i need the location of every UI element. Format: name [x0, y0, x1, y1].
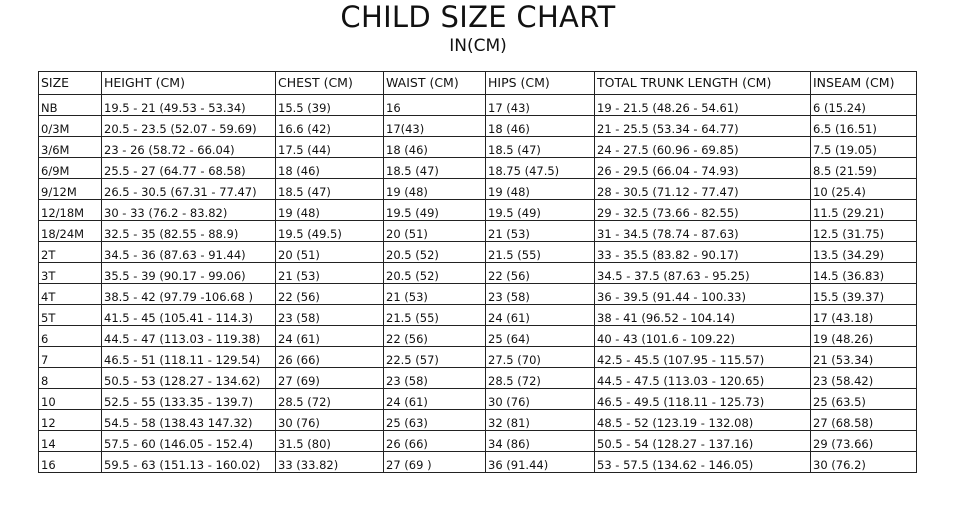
- cell-waist: 19 (48): [384, 179, 486, 200]
- cell-waist: 22.5 (57): [384, 347, 486, 368]
- cell-total-trunk-length: 19 - 21.5 (48.26 - 54.61): [595, 95, 811, 116]
- cell-inseam: 15.5 (39.37): [811, 284, 917, 305]
- cell-height: 34.5 - 36 (87.63 - 91.44): [102, 242, 276, 263]
- cell-hips: 27.5 (70): [486, 347, 595, 368]
- cell-waist: 16: [384, 95, 486, 116]
- cell-inseam: 30 (76.2): [811, 452, 917, 473]
- table-row: [39, 179, 917, 200]
- cell-size: 2T: [39, 242, 102, 263]
- header-total-trunk-length: TOTAL TRUNK LENGTH (CM): [595, 72, 811, 95]
- table-row: [39, 326, 917, 347]
- cell-total-trunk-length: 40 - 43 (101.6 - 109.22): [595, 326, 811, 347]
- cell-waist: 20.5 (52): [384, 263, 486, 284]
- cell-waist: 22 (56): [384, 326, 486, 347]
- cell-chest: 16.6 (42): [276, 116, 384, 137]
- cell-total-trunk-length: 33 - 35.5 (83.82 - 90.17): [595, 242, 811, 263]
- cell-total-trunk-length: 31 - 34.5 (78.74 - 87.63): [595, 221, 811, 242]
- cell-height: 23 - 26 (58.72 - 66.04): [102, 137, 276, 158]
- table-row: [39, 158, 917, 179]
- header-inseam: INSEAM (CM): [811, 72, 917, 95]
- cell-chest: 30 (76): [276, 410, 384, 431]
- cell-size: 10: [39, 389, 102, 410]
- cell-hips: 32 (81): [486, 410, 595, 431]
- table-row: [39, 137, 917, 158]
- cell-height: 25.5 - 27 (64.77 - 68.58): [102, 158, 276, 179]
- chart-title: CHILD SIZE CHART: [340, 0, 616, 34]
- cell-waist: 17(43): [384, 116, 486, 137]
- table-row: [39, 116, 917, 137]
- cell-inseam: 14.5 (36.83): [811, 263, 917, 284]
- cell-size: 9/12M: [39, 179, 102, 200]
- cell-total-trunk-length: 24 - 27.5 (60.96 - 69.85): [595, 137, 811, 158]
- header-row: [39, 72, 917, 95]
- cell-height: 54.5 - 58 (138.43 147.32): [102, 410, 276, 431]
- cell-height: 30 - 33 (76.2 - 83.82): [102, 200, 276, 221]
- cell-height: 52.5 - 55 (133.35 - 139.7): [102, 389, 276, 410]
- cell-waist: 21 (53): [384, 284, 486, 305]
- cell-hips: 28.5 (72): [486, 368, 595, 389]
- chart-subtitle: IN(CM): [449, 36, 507, 56]
- cell-inseam: 6.5 (16.51): [811, 116, 917, 137]
- cell-total-trunk-length: 48.5 - 52 (123.19 - 132.08): [595, 410, 811, 431]
- cell-hips: 24 (61): [486, 305, 595, 326]
- cell-hips: 18 (46): [486, 116, 595, 137]
- cell-hips: 22 (56): [486, 263, 595, 284]
- cell-chest: 18 (46): [276, 158, 384, 179]
- cell-chest: 19 (48): [276, 200, 384, 221]
- table-row: [39, 305, 917, 326]
- cell-hips: 17 (43): [486, 95, 595, 116]
- cell-chest: 24 (61): [276, 326, 384, 347]
- cell-height: 26.5 - 30.5 (67.31 - 77.47): [102, 179, 276, 200]
- cell-chest: 26 (66): [276, 347, 384, 368]
- cell-height: 38.5 - 42 (97.79 -106.68 ): [102, 284, 276, 305]
- table-row: [39, 263, 917, 284]
- table-body: [39, 95, 917, 473]
- cell-height: 35.5 - 39 (90.17 - 99.06): [102, 263, 276, 284]
- cell-size: 3T: [39, 263, 102, 284]
- cell-inseam: 25 (63.5): [811, 389, 917, 410]
- cell-size: NB: [39, 95, 102, 116]
- cell-inseam: 8.5 (21.59): [811, 158, 917, 179]
- cell-chest: 15.5 (39): [276, 95, 384, 116]
- cell-hips: 18.75 (47.5): [486, 158, 595, 179]
- table-row: [39, 200, 917, 221]
- table-row: [39, 389, 917, 410]
- cell-hips: 25 (64): [486, 326, 595, 347]
- cell-size: 3/6M: [39, 137, 102, 158]
- cell-waist: 20.5 (52): [384, 242, 486, 263]
- cell-chest: 18.5 (47): [276, 179, 384, 200]
- cell-hips: 30 (76): [486, 389, 595, 410]
- cell-inseam: 27 (68.58): [811, 410, 917, 431]
- cell-total-trunk-length: 36 - 39.5 (91.44 - 100.33): [595, 284, 811, 305]
- cell-size: 7: [39, 347, 102, 368]
- cell-total-trunk-length: 28 - 30.5 (71.12 - 77.47): [595, 179, 811, 200]
- cell-height: 46.5 - 51 (118.11 - 129.54): [102, 347, 276, 368]
- cell-total-trunk-length: 44.5 - 47.5 (113.03 - 120.65): [595, 368, 811, 389]
- cell-waist: 26 (66): [384, 431, 486, 452]
- cell-total-trunk-length: 21 - 25.5 (53.34 - 64.77): [595, 116, 811, 137]
- cell-waist: 18.5 (47): [384, 158, 486, 179]
- cell-total-trunk-length: 26 - 29.5 (66.04 - 74.93): [595, 158, 811, 179]
- cell-inseam: 23 (58.42): [811, 368, 917, 389]
- table-row: [39, 452, 917, 473]
- table-row: [39, 242, 917, 263]
- cell-chest: 17.5 (44): [276, 137, 384, 158]
- cell-size: 12/18M: [39, 200, 102, 221]
- cell-total-trunk-length: 29 - 32.5 (73.66 - 82.55): [595, 200, 811, 221]
- cell-chest: 27 (69): [276, 368, 384, 389]
- table-row: [39, 95, 917, 116]
- cell-inseam: 21 (53.34): [811, 347, 917, 368]
- table-header: [39, 72, 917, 95]
- cell-chest: 28.5 (72): [276, 389, 384, 410]
- cell-total-trunk-length: 34.5 - 37.5 (87.63 - 95.25): [595, 263, 811, 284]
- header-hips: HIPS (CM): [486, 72, 595, 95]
- cell-chest: 21 (53): [276, 263, 384, 284]
- cell-inseam: 6 (15.24): [811, 95, 917, 116]
- cell-inseam: 29 (73.66): [811, 431, 917, 452]
- cell-hips: 21 (53): [486, 221, 595, 242]
- cell-waist: 18 (46): [384, 137, 486, 158]
- cell-chest: 20 (51): [276, 242, 384, 263]
- cell-inseam: 7.5 (19.05): [811, 137, 917, 158]
- cell-inseam: 13.5 (34.29): [811, 242, 917, 263]
- cell-hips: 34 (86): [486, 431, 595, 452]
- cell-size: 14: [39, 431, 102, 452]
- cell-chest: 33 (33.82): [276, 452, 384, 473]
- cell-waist: 21.5 (55): [384, 305, 486, 326]
- cell-inseam: 19 (48.26): [811, 326, 917, 347]
- cell-waist: 24 (61): [384, 389, 486, 410]
- cell-total-trunk-length: 46.5 - 49.5 (118.11 - 125.73): [595, 389, 811, 410]
- cell-size: 4T: [39, 284, 102, 305]
- cell-total-trunk-length: 38 - 41 (96.52 - 104.14): [595, 305, 811, 326]
- cell-size: 18/24M: [39, 221, 102, 242]
- cell-chest: 22 (56): [276, 284, 384, 305]
- cell-total-trunk-length: 42.5 - 45.5 (107.95 - 115.57): [595, 347, 811, 368]
- cell-inseam: 10 (25.4): [811, 179, 917, 200]
- cell-hips: 36 (91.44): [486, 452, 595, 473]
- cell-size: 16: [39, 452, 102, 473]
- cell-hips: 19 (48): [486, 179, 595, 200]
- cell-total-trunk-length: 50.5 - 54 (128.27 - 137.16): [595, 431, 811, 452]
- size-chart-table: [38, 71, 917, 473]
- cell-waist: 27 (69 ): [384, 452, 486, 473]
- table-row: [39, 368, 917, 389]
- cell-chest: 23 (58): [276, 305, 384, 326]
- cell-size: 6/9M: [39, 158, 102, 179]
- header-chest: CHEST (CM): [276, 72, 384, 95]
- cell-height: 41.5 - 45 (105.41 - 114.3): [102, 305, 276, 326]
- header-size: SIZE: [39, 72, 102, 95]
- cell-height: 32.5 - 35 (82.55 - 88.9): [102, 221, 276, 242]
- cell-size: 12: [39, 410, 102, 431]
- table-row: [39, 347, 917, 368]
- cell-inseam: 12.5 (31.75): [811, 221, 917, 242]
- cell-waist: 25 (63): [384, 410, 486, 431]
- header-height: HEIGHT (CM): [102, 72, 276, 95]
- cell-total-trunk-length: 53 - 57.5 (134.62 - 146.05): [595, 452, 811, 473]
- cell-height: 59.5 - 63 (151.13 - 160.02): [102, 452, 276, 473]
- cell-hips: 23 (58): [486, 284, 595, 305]
- cell-hips: 19.5 (49): [486, 200, 595, 221]
- table-row: [39, 410, 917, 431]
- cell-inseam: 17 (43.18): [811, 305, 917, 326]
- table-row: [39, 431, 917, 452]
- cell-size: 8: [39, 368, 102, 389]
- cell-size: 5T: [39, 305, 102, 326]
- cell-height: 44.5 - 47 (113.03 - 119.38): [102, 326, 276, 347]
- cell-chest: 19.5 (49.5): [276, 221, 384, 242]
- cell-hips: 21.5 (55): [486, 242, 595, 263]
- cell-hips: 18.5 (47): [486, 137, 595, 158]
- cell-waist: 19.5 (49): [384, 200, 486, 221]
- cell-waist: 20 (51): [384, 221, 486, 242]
- cell-size: 6: [39, 326, 102, 347]
- cell-waist: 23 (58): [384, 368, 486, 389]
- cell-height: 19.5 - 21 (49.53 - 53.34): [102, 95, 276, 116]
- cell-height: 50.5 - 53 (128.27 - 134.62): [102, 368, 276, 389]
- cell-height: 57.5 - 60 (146.05 - 152.4): [102, 431, 276, 452]
- cell-height: 20.5 - 23.5 (52.07 - 59.69): [102, 116, 276, 137]
- cell-size: 0/3M: [39, 116, 102, 137]
- cell-inseam: 11.5 (29.21): [811, 200, 917, 221]
- cell-chest: 31.5 (80): [276, 431, 384, 452]
- table-row: [39, 284, 917, 305]
- header-waist: WAIST (CM): [384, 72, 486, 95]
- table-row: [39, 221, 917, 242]
